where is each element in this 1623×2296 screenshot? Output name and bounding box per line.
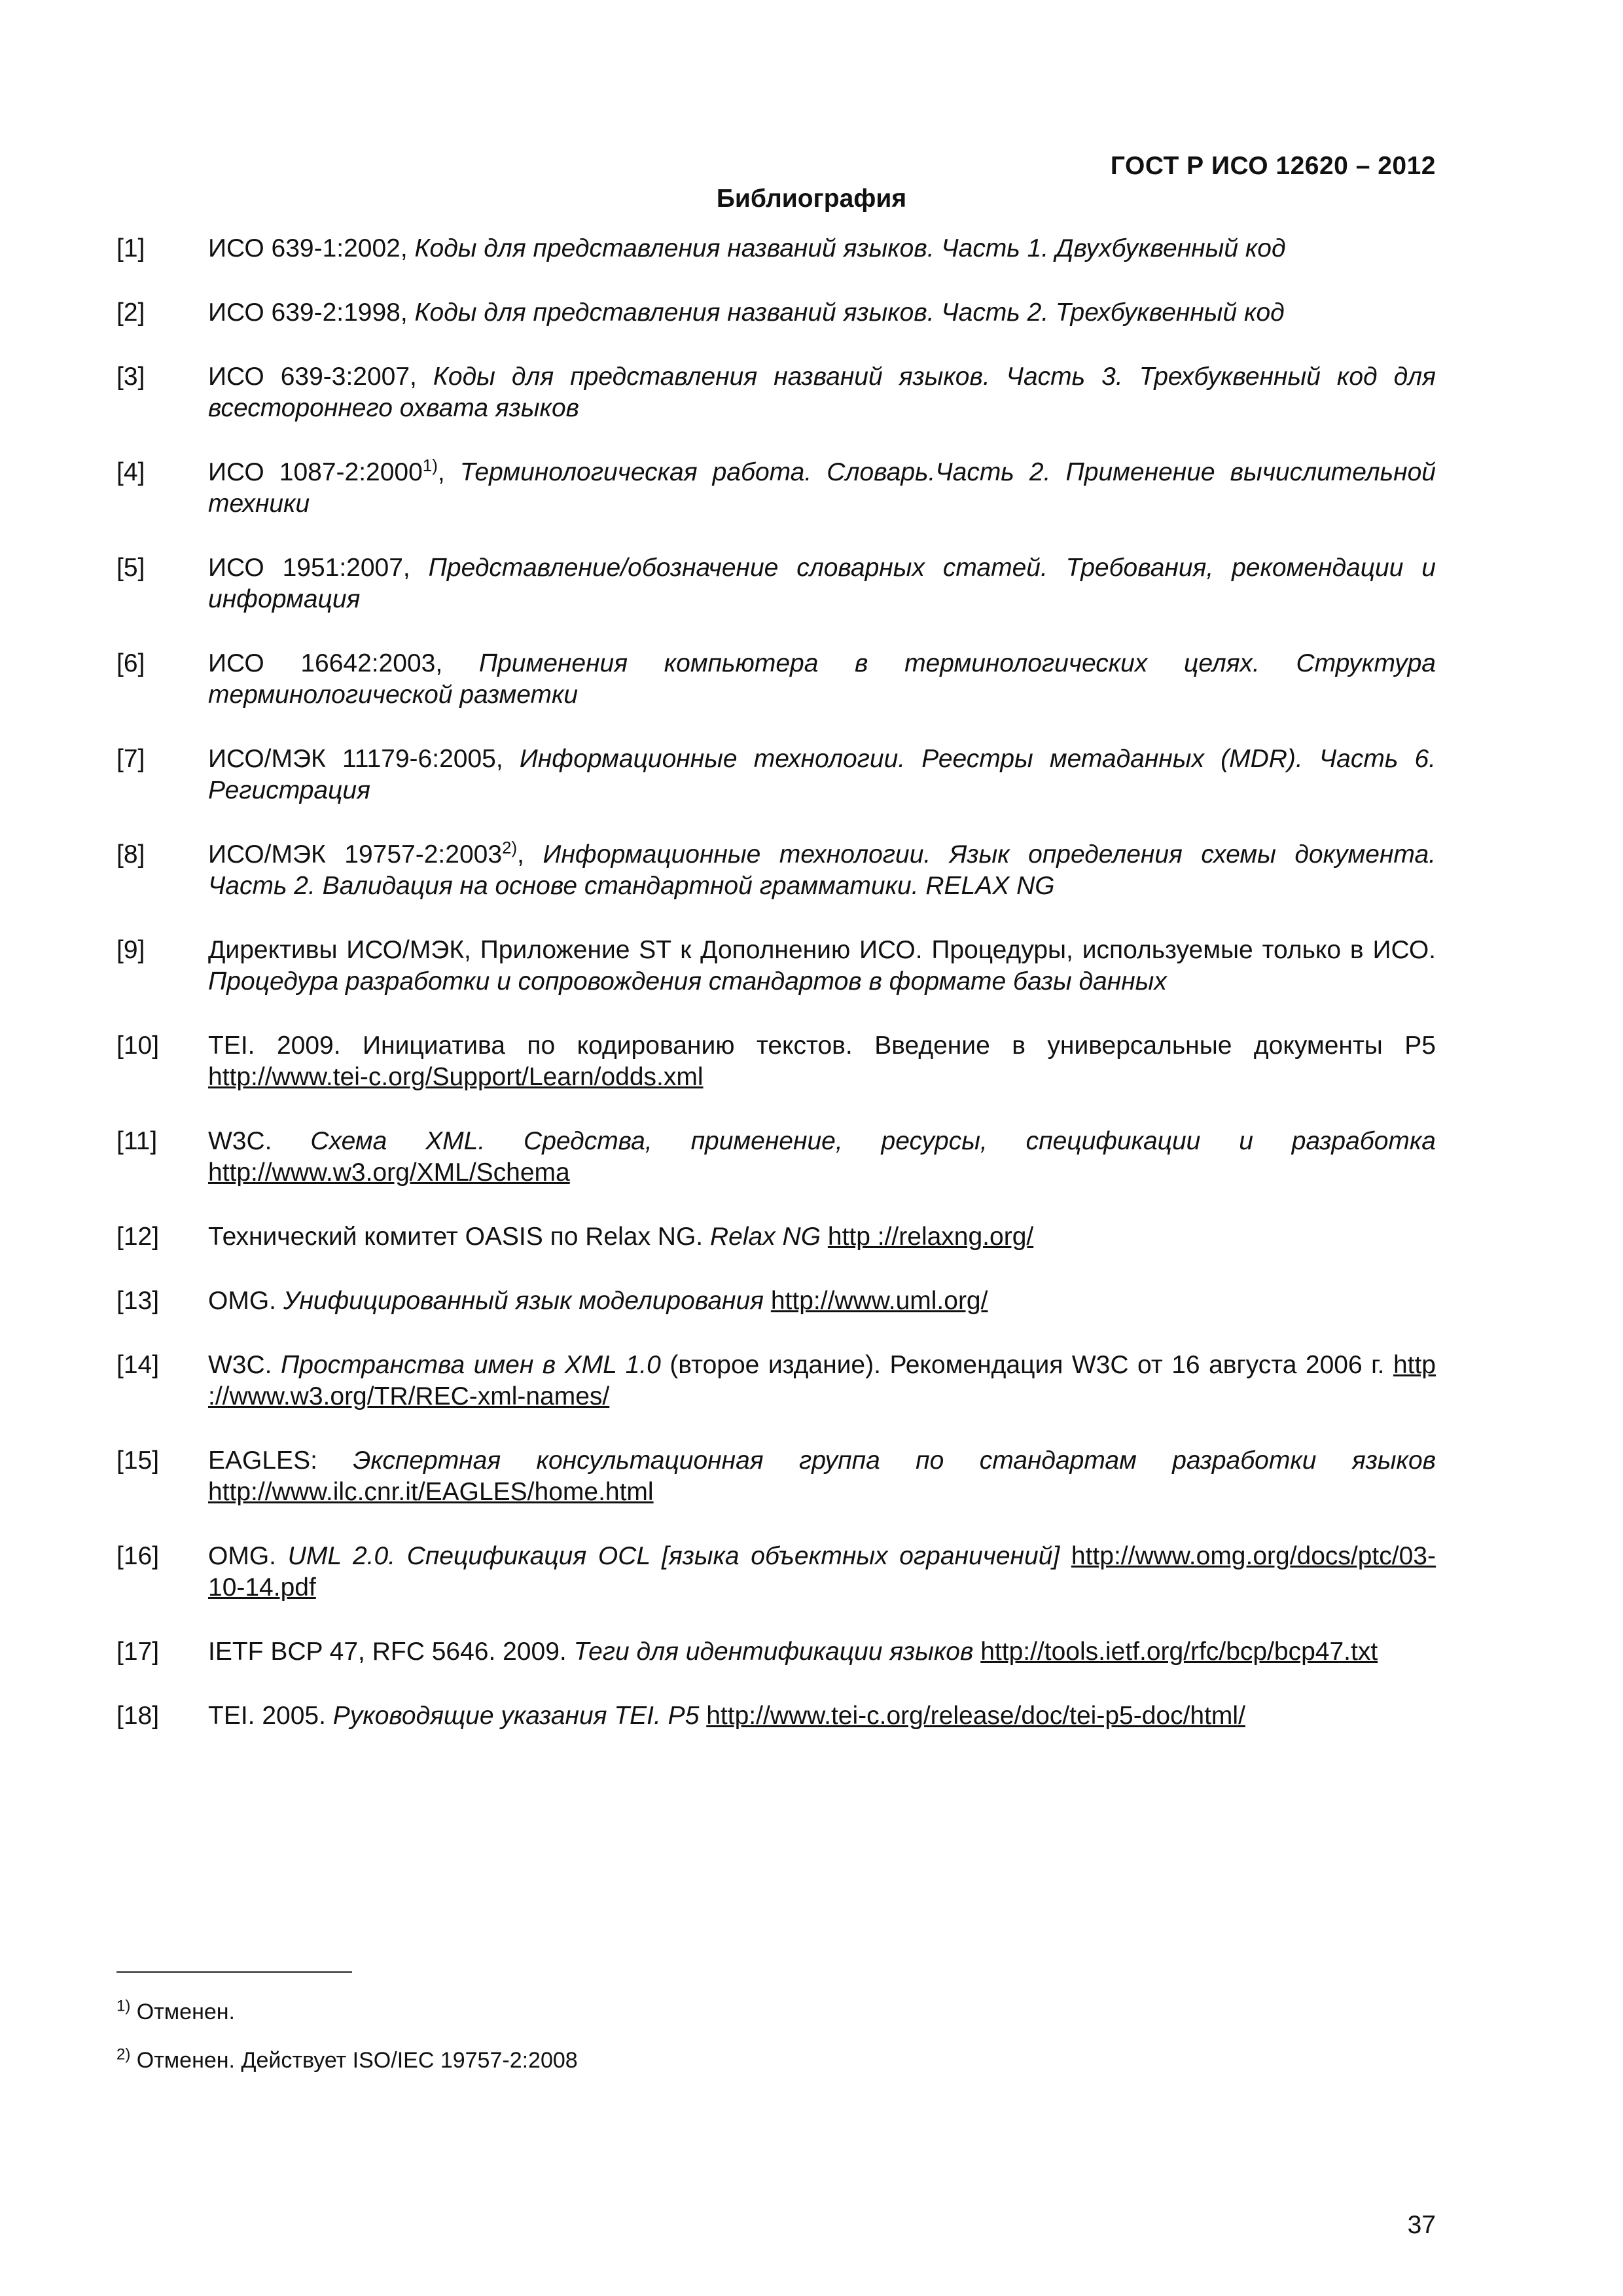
reference-number: [2]: [116, 298, 145, 327]
reference-tail: [973, 1638, 980, 1666]
reference-item-8: [116, 839, 1436, 902]
reference-source: W3C.: [208, 1351, 281, 1379]
reference-text: [208, 297, 1436, 329]
page-number: 37: [1407, 2211, 1436, 2239]
footnote-divider: [116, 1971, 352, 1973]
reference-item-4: [116, 457, 1436, 520]
reference-title: Информационные технологии. Язык определения схемы документа. Часть 2. Валидация на основе стандартной грамматики. RELAX NG: [208, 840, 1436, 900]
reference-text: [208, 744, 1436, 806]
reference-text: [208, 457, 1436, 520]
reference-number: [18]: [116, 1702, 160, 1730]
reference-number: [7]: [116, 745, 145, 773]
reference-source: Технический комитет OASIS по Relax NG.: [208, 1223, 710, 1251]
reference-title: Коды для представления названий языков. Часть 1. Двухбуквенный код: [414, 234, 1286, 262]
reference-number: [11]: [116, 1127, 158, 1155]
footnote-1: [116, 1998, 1425, 2026]
reference-tail: [699, 1702, 706, 1730]
reference-source: W3C.: [208, 1127, 311, 1155]
reference-source: ИСО/МЭК 19757-2:2003: [208, 840, 503, 869]
section-title: Библиография: [716, 185, 907, 213]
reference-title: Пространства имен в XML 1.0: [281, 1351, 661, 1379]
reference-title: Relax NG: [709, 1223, 821, 1251]
reference-separator: ,: [517, 840, 543, 869]
reference-number: [17]: [116, 1638, 160, 1666]
reference-number: [12]: [116, 1223, 160, 1251]
reference-tail: [1060, 1542, 1071, 1570]
reference-separator: ,: [437, 458, 460, 486]
reference-title: Коды для представления названий языков. Часть 2. Трехбуквенный код: [414, 298, 1285, 327]
reference-tail: (второе издание). Рекомендация W3C от 16 августа 2006 г.: [660, 1351, 1393, 1379]
reference-item-18: [116, 1700, 1436, 1732]
reference-source: OMG.: [208, 1542, 288, 1570]
reference-source: ИСО 639-2:1998,: [208, 298, 415, 327]
reference-number: [13]: [116, 1287, 160, 1315]
reference-title: Руководящие указания TEI. P5: [332, 1702, 700, 1730]
reference-source: ИСО 16642:2003,: [208, 649, 479, 677]
reference-text: [208, 1541, 1436, 1604]
footnote-text: Отменен.: [130, 2000, 236, 2024]
reference-title: Теги для идентификации языков: [573, 1638, 974, 1666]
reference-source: TEI. 2005.: [208, 1702, 333, 1730]
document-code: ГОСТ Р ИСО 12620 – 2012: [1110, 152, 1436, 180]
reference-link[interactable]: http://www.tei-c.org/Support/Learn/odds.xml: [208, 1063, 704, 1091]
reference-title: Применения компьютера в терминологических целях. Структура терминологической разметки: [208, 649, 1436, 709]
reference-item-13: [116, 1285, 1436, 1317]
reference-text: [208, 935, 1436, 997]
reference-number: [10]: [116, 1031, 160, 1060]
reference-item-7: [116, 744, 1436, 806]
reference-text: [208, 1126, 1436, 1189]
reference-link[interactable]: http://www.w3.org/XML/Schema: [208, 1158, 570, 1187]
reference-item-10: [116, 1030, 1436, 1093]
reference-link[interactable]: http ://www.w3.org/TR/REC-xml-names/: [208, 1351, 1436, 1410]
bibliography-list: [116, 233, 1436, 1765]
reference-title: Информационные технологии. Реестры метаданных (MDR). Часть 6. Регистрация: [208, 745, 1436, 804]
footnotes: [116, 1998, 1425, 2094]
reference-item-12: [116, 1221, 1436, 1253]
reference-number: [6]: [116, 649, 145, 677]
reference-item-9: [116, 935, 1436, 997]
reference-item-1: [116, 233, 1436, 264]
reference-item-2: [116, 297, 1436, 329]
reference-text: [208, 839, 1436, 902]
reference-number: [16]: [116, 1542, 160, 1570]
footnote-2: [116, 2046, 1425, 2075]
reference-text: [208, 648, 1436, 711]
reference-link[interactable]: http://www.uml.org/: [770, 1287, 988, 1315]
reference-item-14: [116, 1350, 1436, 1412]
reference-item-3: [116, 361, 1436, 424]
reference-source: ИСО 639-1:2002,: [208, 234, 415, 262]
footnote-mark: 1): [116, 1997, 131, 2015]
reference-text: [208, 552, 1436, 615]
reference-link[interactable]: http://www.ilc.cnr.it/EAGLES/home.html: [208, 1478, 654, 1506]
reference-number: [1]: [116, 234, 145, 262]
reference-title: Унифицированный язык моделирования: [283, 1287, 764, 1315]
reference-link[interactable]: http ://relaxng.org/: [827, 1223, 1034, 1251]
reference-title: Представление/обозначение словарных статей. Требования, рекомендации и информация: [208, 554, 1436, 613]
reference-number: [4]: [116, 458, 145, 486]
reference-tail: [821, 1223, 828, 1251]
reference-text: [208, 1221, 1436, 1253]
footnote-marker: 1): [422, 456, 438, 475]
footnote-marker: 2): [502, 838, 518, 857]
footnote-mark: 2): [116, 2045, 131, 2064]
reference-source: ИСО 1087-2:2000: [208, 458, 423, 486]
reference-number: [15]: [116, 1446, 160, 1475]
reference-text: [208, 361, 1436, 424]
reference-link[interactable]: http://tools.ietf.org/rfc/bcp/bcp47.txt: [980, 1638, 1378, 1666]
reference-link[interactable]: http://www.tei-c.org/release/doc/tei-p5-doc/html/: [706, 1702, 1245, 1730]
reference-item-17: [116, 1636, 1436, 1668]
reference-source: Директивы ИСО/МЭК, Приложение ST к Дополнению ИСО. Процедуры, используемые только в ИСО.: [208, 936, 1436, 964]
reference-source: ИСО 1951:2007,: [208, 554, 429, 582]
reference-item-15: [116, 1445, 1436, 1508]
reference-title: UML 2.0. Спецификация OCL [языка объектных ограничений]: [287, 1542, 1060, 1570]
reference-item-5: [116, 552, 1436, 615]
reference-number: [9]: [116, 936, 145, 964]
reference-number: [14]: [116, 1351, 160, 1379]
reference-text: [208, 233, 1436, 264]
reference-title: Коды для представления названий языков. Часть 3. Трехбуквенный код для всестороннего охвата языков: [208, 363, 1436, 422]
reference-text: [208, 1445, 1436, 1508]
reference-number: [8]: [116, 840, 145, 869]
footnote-text: Отменен. Действует ISO/IEC 19757-2:2008: [130, 2048, 578, 2073]
reference-link[interactable]: http://www.omg.org/docs/ptc/03-10-14.pdf: [208, 1542, 1436, 1602]
reference-source: ИСО/МЭК 11179-6:2005,: [208, 745, 520, 773]
reference-title: Терминологическая работа. Словарь.Часть 2. Применение вычислительной техники: [208, 458, 1436, 518]
reference-source: EAGLES:: [208, 1446, 353, 1475]
reference-source: TEI. 2009. Инициатива по кодированию текстов. Введение в универсальные документы P5: [208, 1031, 1436, 1060]
reference-title: Схема XML. Средства, применение, ресурсы, спецификации и разработка: [310, 1127, 1436, 1155]
reference-item-11: [116, 1126, 1436, 1189]
reference-item-6: [116, 648, 1436, 711]
reference-tail: [764, 1287, 771, 1315]
reference-text: [208, 1030, 1436, 1093]
reference-number: [3]: [116, 363, 145, 391]
reference-title: Экспертная консультационная группа по стандартам разработки языков: [353, 1446, 1436, 1475]
reference-source: ИСО 639-3:2007,: [208, 363, 433, 391]
reference-text: [208, 1700, 1436, 1732]
reference-text: [208, 1636, 1436, 1668]
reference-item-16: [116, 1541, 1436, 1604]
reference-text: [208, 1285, 1436, 1317]
reference-source: IETF BCP 47, RFC 5646. 2009.: [208, 1638, 574, 1666]
reference-source: OMG.: [208, 1287, 283, 1315]
reference-number: [5]: [116, 554, 145, 582]
reference-title: Процедура разработки и сопровождения стандартов в формате базы данных: [208, 967, 1167, 996]
reference-text: [208, 1350, 1436, 1412]
